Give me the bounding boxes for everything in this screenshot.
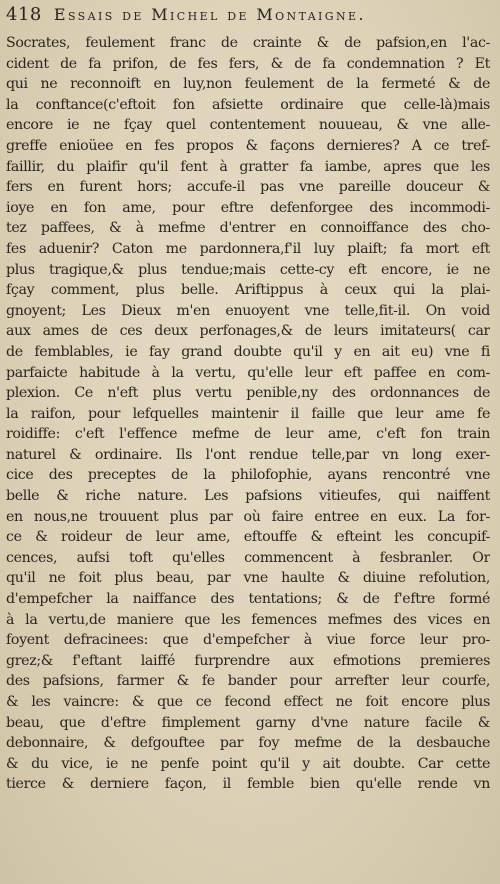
text-line: parfaicte habitude à la vertu, qu'elle leur eft paffee en com- [6,364,490,381]
text-line: debonnaire, & defgouftee par foy mefme de la desbauche [6,735,490,752]
text-line: d'empefcher la naiffance des tentations; & de f'eftre formé [6,591,490,608]
text-line: naturel & ordinaire. Ils l'ont rendue telle,par vn long exer- [6,446,490,463]
text-line: beau, que d'eftre fimplement garny d'vne nature facile & [6,714,490,731]
text-line: Socrates, feulement franc de crainte & de pafsion,en l'ac- [6,35,490,51]
text-line: fçay comment, plus belle. Ariftippus à ceux qui la plai- [6,282,490,299]
text-line: fes aduenir? Caton me pardonnera,f'il luy plaift; fa mort eft [6,240,490,257]
page-number: 418 [6,4,42,25]
text-line: en nous,ne trouuent plus par où faire entree en eux. La for- [6,508,490,525]
text-line: gnoyent; Les Dieux m'en enuoyent vne telle,fit-il. On void [6,302,490,319]
text-line: & les vaincre: & que ce fecond effect ne foit encore plus [6,694,490,710]
page-header [6,4,494,26]
text-line: cident de fa prifon, de fes fers, & de fa condemnation ? Et [6,55,490,72]
text-line: aux ames de ces deux perfonages,& de leurs imitateurs( car [6,323,490,340]
text-line: faillir, du plaifir qu'il fent à gratter fa iambe, apres que les [6,158,490,175]
text-line: plexion. Ce n'eft plus vertu penible,ny des ordonnances de [6,385,490,402]
text-line: qui ne reconnoift en luy,non feulement de la fermeté & de [6,76,490,93]
running-title: Essais de Michel de Montaigne. [53,5,366,24]
text-line: plus tragique,& plus tendue;mais cette-cy eft encore, ie ne [6,261,490,278]
text-line: des pafsions, farmer & fe bander pour arrefter leur courfe, [6,673,490,690]
text-line: encore ie ne fçay quel contentement nouueau, & vne alle- [6,117,490,134]
text-line: cences, aufsi toft qu'elles commencent à fesbranler. Or [6,549,490,566]
text-line: de femblables, ie fay grand doubte qu'il y en ait eu) vne fi [6,343,490,360]
text-line: belle & riche nature. Les pafsions vitieufes, qui naiffent [6,488,490,505]
text-line: grez;& f'eftant laiffé furprendre aux efmotions premieres [6,652,490,669]
text-line: à la vertu,de maniere que les femences mefmes des vices en [6,611,490,628]
text-line: & du vice, ie ne penfe point qu'il y ait doubte. Car cette [6,755,490,772]
text-line: fers en furent hors; accufe-il pas vne pareille douceur & [6,179,490,196]
text-line: greffe enioüee en fes propos & façons dernieres? A ce tref- [6,137,490,154]
body-text [6,33,490,795]
text-line: tierce & derniere façon, il femble bien qu'elle rende vn [6,776,490,793]
text-line: la raifon, pour lefquelles maintenir il faille que leur ame fe [6,405,490,422]
text-line: la conftance(c'eftoit fon afsiette ordinaire que celle-là)mais [6,96,490,113]
text-line: cice des preceptes de la philofophie, ayans rencontré vne [6,467,490,484]
text-line: ioye en fon ame, pour eftre defenforgee des incommodi- [6,199,490,216]
text-line: roidiffe: c'eft l'effence mefme de leur ame, c'eft fon train [6,426,490,443]
text-line: qu'il ne foit plus beau, par vne haulte & diuine refolution, [6,570,490,587]
text-line: foyent defracinees: que d'empefcher à viue force leur pro- [6,632,490,649]
text-line: tez paffees, & à mefme d'entrer en connoiffance des cho- [6,220,490,237]
text-line: ce & roideur de leur ame, eftouffe & efteint les concupif- [6,529,490,546]
